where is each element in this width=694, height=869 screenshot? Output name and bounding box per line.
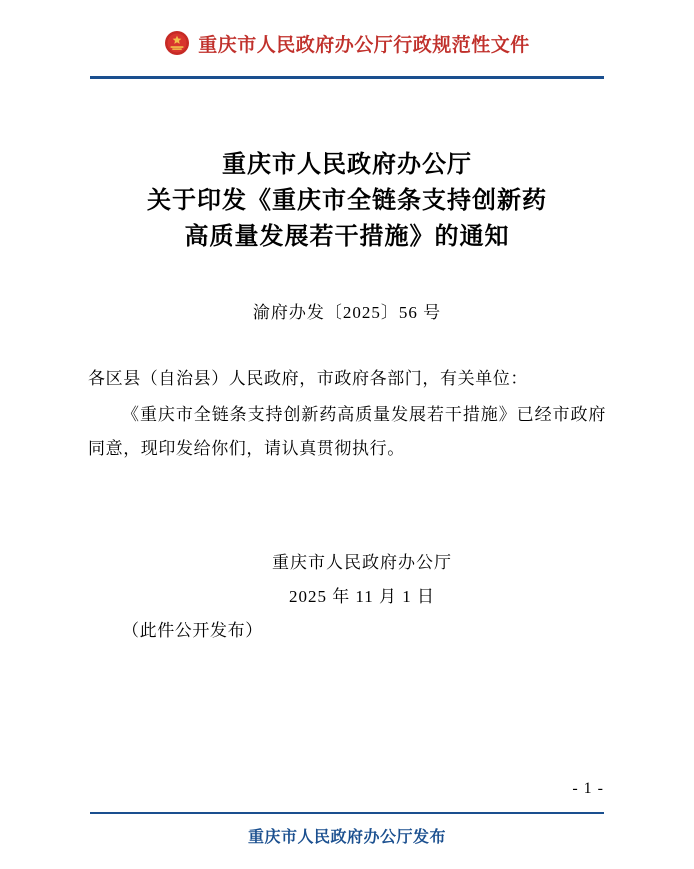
header-title: 重庆市人民政府办公厅行政规范性文件 [198,34,530,56]
document-number: 渝府办发〔2025〕56 号 [252,303,442,322]
document-header [90,26,604,60]
signature-date: 2025 年 11 月 1 日 [288,587,436,606]
signature-organization: 重庆市人民政府办公厅 [272,553,452,572]
publish-note: （此件公开发布） [122,621,263,640]
footer-publisher: 重庆市人民政府办公厅发布 [247,829,446,846]
document-title [90,147,604,255]
page-number: - 1 - [572,780,604,797]
header-divider [90,76,604,79]
body-paragraph-1: 《重庆市全链条支持创新药高质量发展若干措施》已经市政府同意，现印发给你们，请认真贯彻执行。 [88,405,606,458]
national-emblem-icon [164,30,190,56]
title-line-2: 关于印发《重庆市全链条支持创新药 [147,188,547,214]
title-line-1: 重庆市人民政府办公厅 [222,152,472,178]
title-line-3: 高质量发展若干措施》的通知 [184,224,510,250]
document-body [88,362,606,468]
salutation: 各区县（自治县）人民政府，市政府各部门，有关单位： [88,369,528,388]
signature-block [90,546,604,614]
footer-divider [90,812,604,814]
